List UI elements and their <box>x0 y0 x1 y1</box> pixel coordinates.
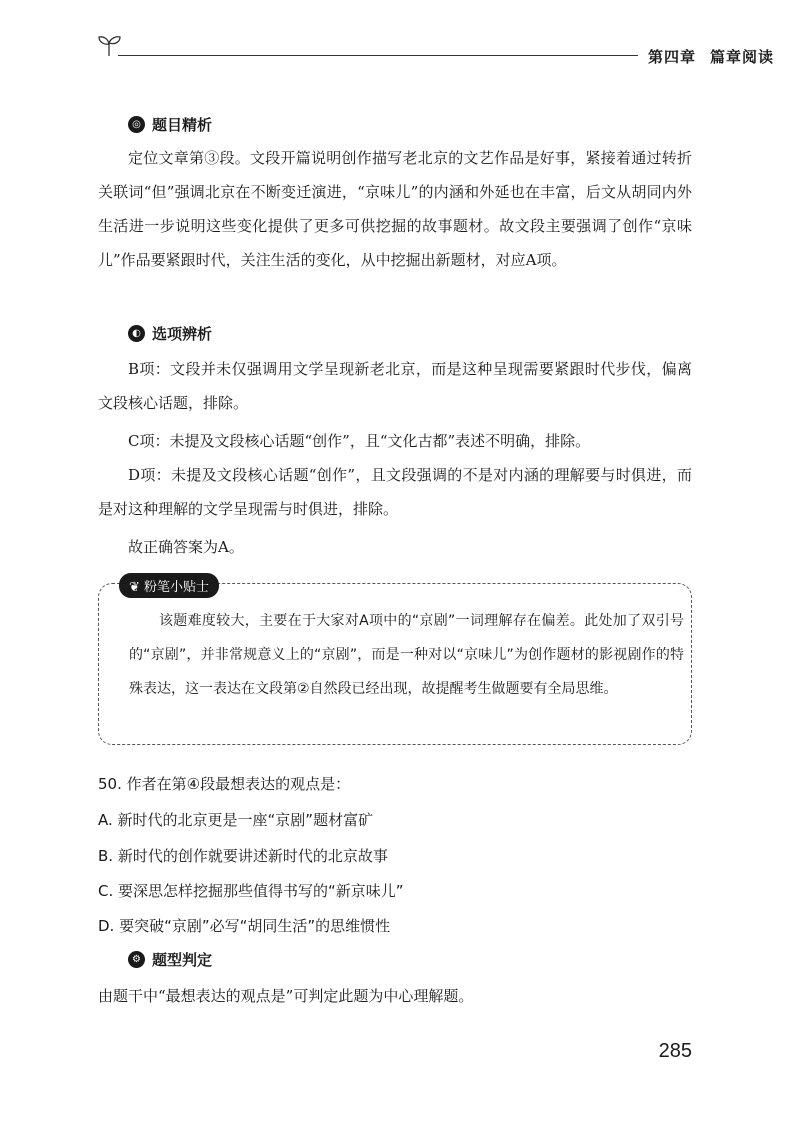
option-analysis-c: C项：未提及文段核心话题“创作”，且“文化古都”表述不明确，排除。 <box>128 432 591 450</box>
header-rule <box>118 55 638 56</box>
question-option-c: C. 要深思怎样挖掘那些值得书写的“新京味儿” <box>98 882 404 900</box>
gear-icon: ⚙ <box>128 951 145 968</box>
type-judgment-text: 由题干中“最想表达的观点是”可判定此题为中心理解题。 <box>98 987 474 1005</box>
page-header <box>96 30 775 70</box>
header-title <box>648 46 774 67</box>
question-stem: 50. 作者在第④段最想表达的观点是： <box>98 775 351 793</box>
options-analysis-title: 选项辨析 <box>152 325 213 343</box>
option-analysis-d: D项：未提及文段核心话题“创作”，且文段强调的不是对内涵的理解要与时俱进，而是对这种理解的文学呈现需与时俱进，排除。 <box>98 466 692 518</box>
page-number: 285 <box>658 1040 692 1062</box>
type-judgment-title: 题型判定 <box>152 951 213 969</box>
options-analysis-heading <box>128 323 212 344</box>
question-option-a: A. 新时代的北京更是一座“京剧”题材富矿 <box>98 811 374 829</box>
tip-text: 该题难度较大，主要在于大家对A项中的“京剧”一词理解存在偏差。此处加了双引号的“京剧”，并非常规意义上的“京剧”，而是一种对以“京味儿”为创作题材的影视剧作的特殊表达，这一表达在文段第②自然段已经出现，故提醒考生做题要有全局思维。 <box>129 613 684 697</box>
sprout-icon: ❦ <box>129 580 145 595</box>
compare-icon: ◐ <box>128 325 145 342</box>
tip-badge: ❦ 粉笔小贴士 <box>119 573 219 598</box>
target-icon: ◎ <box>128 116 145 133</box>
question-option-d: D. 要突破“京剧”必写“胡同生活”的思维惯性 <box>98 917 391 935</box>
tip-box <box>98 580 692 745</box>
question-option-b: B. 新时代的创作就要讲述新时代的北京故事 <box>98 847 388 865</box>
section-label: 篇章阅读 <box>710 48 775 66</box>
analysis-heading <box>128 114 212 135</box>
answer-text: 故正确答案为A。 <box>128 538 244 556</box>
analysis-title: 题目精析 <box>152 116 213 134</box>
chapter-label: 第四章 <box>648 48 697 66</box>
option-analysis-b: B项：文段并未仅强调用文学呈现新老北京，而是这种呈现需要紧跟时代步伐，偏离文段核心话题，排除。 <box>98 360 692 412</box>
analysis-text: 定位文章第③段。文段开篇说明创作描写老北京的文艺作品是好事，紧接着通过转折关联词“但”强调北京在不断变迁演进，“京味儿”的内涵和外延也在丰富，后文从胡同内外生活进一步说明这些变化提供了更多可供挖掘的故事题材。故文段主要强调了创作“京味儿”作品要紧跟时代，关注生活的变化，从中挖掘出新题材，对应A项。 <box>98 149 692 269</box>
type-judgment-heading <box>128 949 212 970</box>
